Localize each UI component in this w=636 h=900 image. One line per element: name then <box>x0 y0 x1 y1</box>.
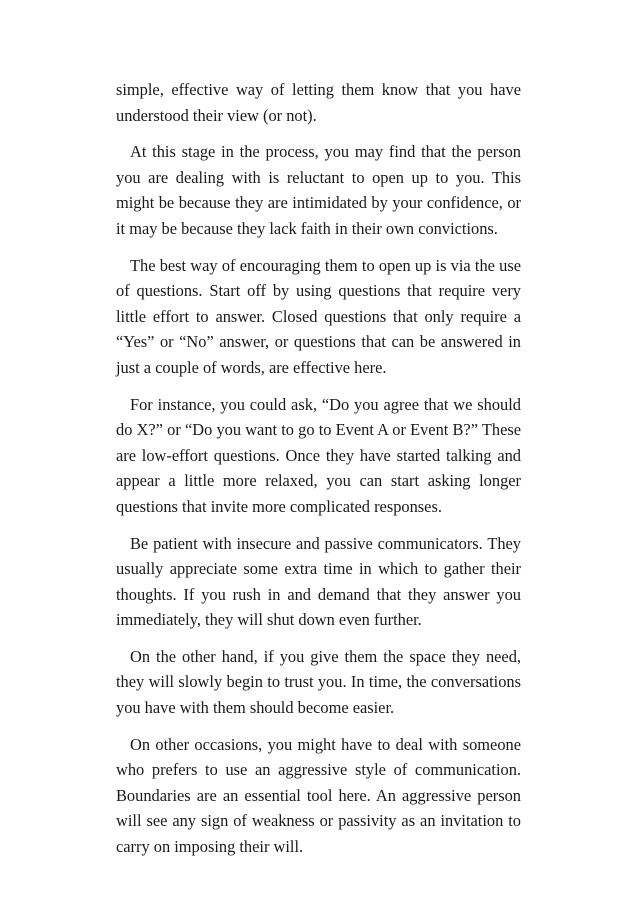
paragraph: Be patient with insecure and passive communicators. They usually appreciate some extra time in which to gather their thoughts. If you rush in and demand that they answer you immediately, they will shut down even further. <box>116 533 521 630</box>
paragraph: On other occasions, you might have to deal with someone who prefers to use an aggressive style of communication. Boundaries are an essential tool here. An aggressive person will see any sign of weakness or passivity as an invitation to carry on imposing their will. <box>116 734 521 857</box>
paragraph-continuation: simple, effective way of letting them know that you have understood their view (or not). <box>116 80 521 125</box>
page-body <box>116 77 521 871</box>
paragraph: For instance, you could ask, “Do you agree that we should do X?” or “Do you want to go to Event A or Event B?” These are low-effort questions. Once they have started talking and appear a little more relaxed, you can start asking longer questions that invite more complicated responses. <box>116 394 521 516</box>
paragraph: The best way of encouraging them to open up is via the use of questions. Start off by using questions that require very little effort to answer. Closed questions that only require a “Yes” or “No” answer, or questions that can be answered in just a couple of words, are effective here. <box>116 255 521 377</box>
paragraph: At this stage in the process, you may find that the person you are dealing with is reluctant to open up to you. This might be because they are intimidated by your confidence, or it may be because they lack faith in their own convictions. <box>116 142 521 238</box>
paragraph: On the other hand, if you give them the space they need, they will slowly begin to trust you. In time, the conversations you have with them should become easier. <box>116 646 521 718</box>
